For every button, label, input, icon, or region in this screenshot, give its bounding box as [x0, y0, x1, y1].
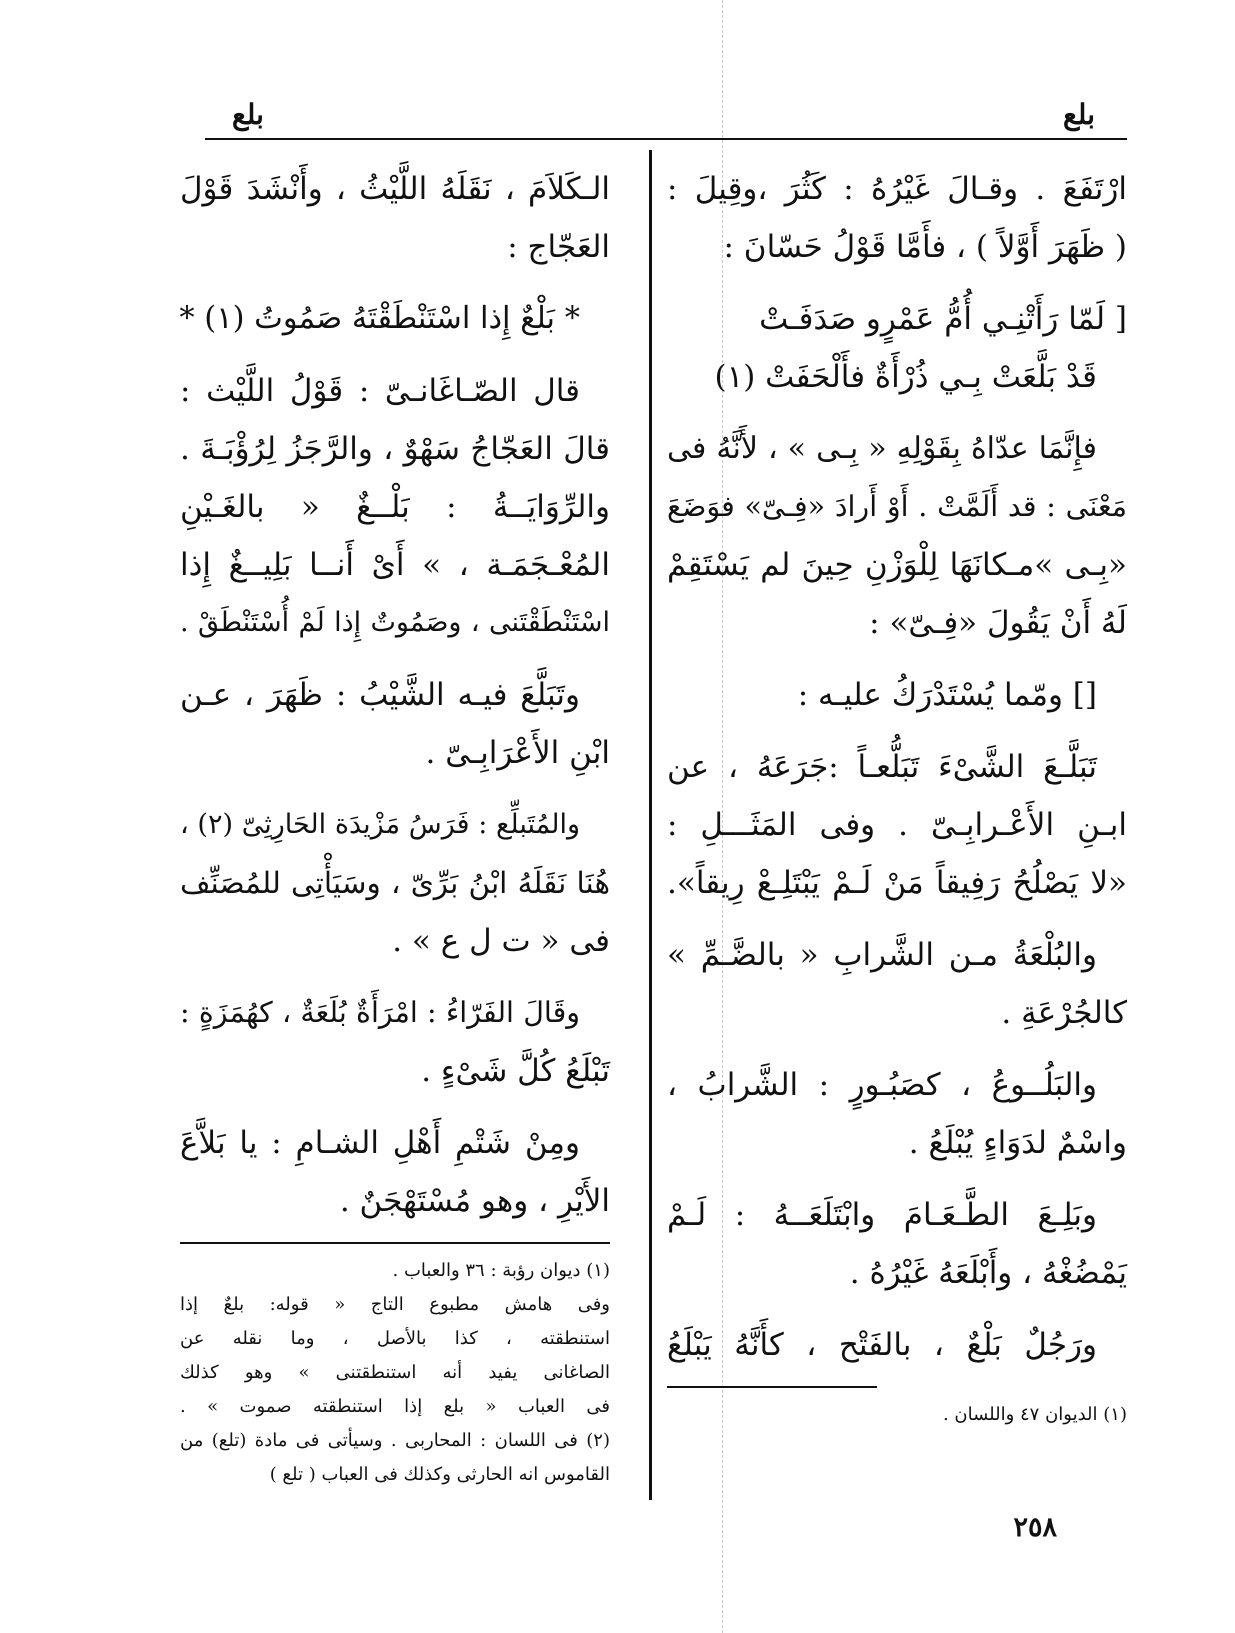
text-line: ارْتَفَعَ . وقـالَ غَيْرُهُ : كَثُرَ ،وقِيلَ :	[667, 171, 1127, 207]
column-divider	[649, 150, 652, 1500]
right-column-text	[667, 160, 1127, 1374]
text-line: قال الصّـاغَانـىّ : قَوْلُ اللَّيْث :	[180, 373, 580, 409]
text-line: تَبَلَّـعَ الشَّىْءَ تَبَلُّعـاً :جَرَعَهُ ، عن	[667, 749, 1097, 785]
page-number: ٢٥٨	[1013, 1512, 1057, 1543]
footnote-line: فى العباب « بلع إذا استنطقته صموت » .	[180, 1396, 610, 1417]
running-header-left: بلع	[232, 98, 264, 131]
paragraph-gap	[180, 276, 610, 290]
text-line: الأَيْرِ ، وهو مُسْتَهْجَنٌ .	[339, 1183, 610, 1219]
footnote-line: (٢) فى اللسان : المحاربى . وسيأتى فى مادة (تلع) من	[180, 1430, 610, 1451]
text-line: ابْنِ الأَعْرَابِـىّ .	[425, 735, 610, 771]
text-line: وقَالَ الفَرّاءُ : امْرَأَةٌ بُلَعَةٌ ، كهُمَزَةٍ :	[180, 996, 580, 1029]
paragraph-gap	[180, 1100, 610, 1114]
text-line: قَدْ بَلَّعَتْ بِـي ذُرْأَةٌ فأَلْحَفَتْ (١)	[714, 359, 1097, 395]
footnote-line: الصاغانى يفيد أنه استنطقتنى » وهو كذلك	[180, 1362, 610, 1383]
text-line: والبَلُــوعُ ، كصَبُـورٍ : الشَّرابُ ،	[667, 1067, 1097, 1103]
text-line: والمُتَبلِّع : فَرَسُ مَزْيدَة الحَارِثِىّ (٢) ،	[180, 809, 580, 840]
paragraph-gap	[180, 348, 610, 362]
text-line: [ لَمّا رَأَتْنِـي أُمُّ عَمْرٍو صَدَفَـتْ	[759, 301, 1127, 337]
text-line: الـكَلاَمَ ، نَقَلَهُ اللَّيْثُ ، وأَنْشَدَ قَوْلَ	[180, 171, 610, 207]
text-line: فإِنَّمَا عدّاهُ بِقَوْلِهِ « بِـى » ، لأَنَّهُ فى	[667, 431, 1097, 466]
text-line: ومِنْ شَتْمِ أَهْلِ الشـامِ : يا بَلاَّعَ	[180, 1125, 580, 1161]
paragraph-gap	[667, 1172, 1127, 1186]
text-line: المُعْـجَمَـة ، » أَىْ أَنــا بَلِيــغٌ إِذا	[180, 547, 610, 583]
text-line: كالجُرْعَةِ .	[1001, 995, 1127, 1031]
text-line: تَبْلَعُ كُلَّ شَىْءٍ .	[421, 1053, 610, 1089]
left-column-text	[180, 160, 610, 1230]
text-line: قالَ العَجّاجُ سَهْوٌ ، والرَّجَزُ لِرُؤْبَـةَ .	[180, 431, 610, 467]
right-column-footnotes	[667, 1398, 1127, 1432]
text-line: واسْمٌ لدَوَاءٍ يُبْلَعُ .	[908, 1125, 1127, 1161]
paragraph-gap	[667, 652, 1127, 666]
paragraph-gap	[667, 406, 1127, 420]
text-line: ورَجُلٌ بَلْعٌ ، بالفَتْح ، كأَنَّهُ يَبْلَعُ	[667, 1327, 1097, 1363]
text-line: ( ظَهَرَ أَوَّلاً ) ، فأَمَّا قَوْلُ حَسّانَ :	[723, 229, 1127, 265]
paragraph-gap	[667, 276, 1127, 290]
paragraph-gap	[667, 912, 1127, 926]
header-rule	[205, 138, 1127, 140]
footnote-line: (١) ديوان رؤبة : ٣٦ والعباب .	[392, 1260, 610, 1281]
text-line: هُنَا نَقَلَهُ ابْنُ بَرِّىّ ، وسَيَأْتِى للمُصَنِّف	[180, 866, 610, 900]
text-line: وبَلِـعَ الطَّـعَـامَ وابْتَلَعَــهُ : لَـمْ	[667, 1197, 1097, 1233]
footnote-line: استنطقته ، كذا بالأصل ، وما نقله عن	[180, 1328, 610, 1349]
text-line: فى « ت ل ع » .	[392, 923, 610, 959]
text-line: والبُلْعَةُ مـن الشَّرابِ « بالضَّـمِّ »	[667, 937, 1097, 973]
right-footnote-rule	[667, 1386, 877, 1388]
running-header-right: بلع	[1063, 98, 1095, 131]
text-line: وتَبَلَّعَ فيـه الشَّيْبُ : ظَهَرَ ، عـن	[180, 677, 580, 713]
paragraph-gap	[667, 1042, 1127, 1056]
paragraph-gap	[180, 652, 610, 666]
text-line: مَعْنَى : قد أَلَمَّتْ . أَوْ أَرادَ «فِـىّ» فوَضَعَ	[667, 490, 1127, 523]
paragraph-gap	[180, 782, 610, 796]
right-column	[667, 160, 1127, 1432]
text-line: «لا يَصْلُحُ رَفِيقاً مَنْ لَـمْ يَبْتَلِـعْ رِيقاً».	[667, 865, 1127, 901]
text-line: لَهُ أَنْ يَقُولَ «فِـىّ» :	[869, 605, 1127, 641]
footnote-line: القاموس انه الحارثى وكذلك فى العباب ( تلع )	[269, 1464, 610, 1485]
text-line: والرِّوَايَــةُ : بَلْــغٌ « بالغَـيْنِ	[180, 489, 610, 525]
footnote-line: وفى هامش مطبوع التاج « قوله: بلعٌ إذا	[180, 1294, 610, 1315]
text-line: ابـنِ الأَعْـرابِـىّ . وفى المَثَـــلِ :	[667, 807, 1127, 843]
text-line: [] ومّما يُسْتَدْرَكُ عليـه :	[797, 677, 1097, 713]
paragraph-gap	[667, 1302, 1127, 1316]
text-line: يَمْضُغْهُ ، وأَبْلَعَهُ غَيْرُهُ .	[849, 1255, 1127, 1291]
paragraph-gap	[180, 970, 610, 984]
left-footnote-rule	[180, 1242, 610, 1244]
left-column-footnotes	[180, 1254, 610, 1492]
text-line: «بِـى »مـكانَهَا لِلْوَزْنِ حِينَ لم يَسْتَقِمْ	[667, 547, 1127, 583]
text-line: العَجّاج :	[507, 229, 610, 265]
footnote-line: (١) الديوان ٤٧ واللسان .	[942, 1404, 1127, 1425]
paragraph-gap	[667, 724, 1127, 738]
left-column	[180, 160, 610, 1492]
text-line: اسْتَنْطَقْتَنى ، وصَمُوتٌ إِذا لَمْ أُسْتَنْطَقْ .	[180, 607, 610, 638]
text-line: * بَلْعٌ إِذا اسْتَنْطَقْتَهُ صَمُوتُ (١) *	[179, 301, 580, 336]
